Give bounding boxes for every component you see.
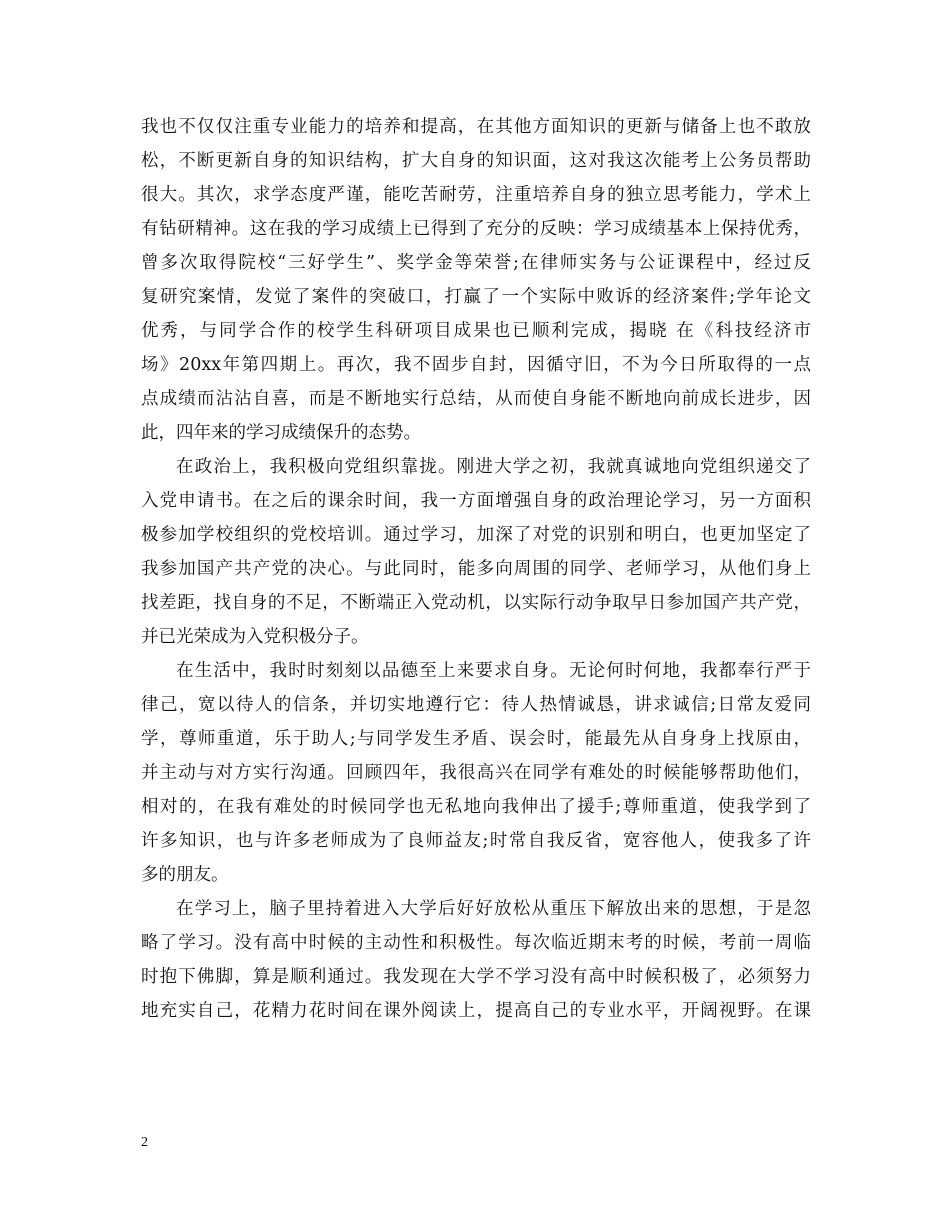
text-line: 我参加国产共产党的决心。与此同时，能多向周围的同学、老师学习，从他们身上: [141, 559, 811, 579]
text-line: 略了学习。没有高中时候的主动性和积极性。每次临近期末考的时候，考前一周临: [141, 933, 811, 953]
text-line: 并主动与对方实行沟通。回顾四年，我很高兴在同学有难处的时候能够帮助他们，: [141, 763, 811, 783]
text-line: 场》20xx年第四期上。再次，我不固步自封，因循守旧，不为今日所取得的一点: [141, 355, 811, 375]
text-line: 我也不仅仅注重专业能力的培养和提高，在其他方面知识的更新与储备上也不敢放: [141, 117, 811, 137]
text-line: 找差距，找自身的不足，不断端正入党动机，以实际行动争取早日参加国产共产党，: [141, 593, 811, 613]
text-line: 并已光荣成为入党积极分子。: [141, 627, 369, 647]
text-line: 学，尊师重道，乐于助人;与同学发生矛盾、误会时，能最先从自身身上找原由，: [141, 729, 811, 749]
text-line: 极参加学校组织的党校培训。通过学习，加深了对党的识别和明白，也更加坚定了: [141, 525, 811, 545]
text-line: 多的朋友。: [141, 865, 229, 885]
text-line: 松，不断更新自身的知识结构，扩大自身的知识面，这对我这次能考上公务员帮助: [141, 151, 811, 171]
paragraph-first-line: 在政治上，我积极向党组织靠拢。刚进大学之初，我就真诚地向党组织递交了: [176, 457, 811, 477]
text-line: 律己，宽以待人的信条，并切实地遵行它：待人热情诚恳，讲求诚信;日常友爱同: [141, 695, 811, 715]
text-line: 此，四年来的学习成绩保升的态势。: [141, 423, 421, 443]
paragraph-first-line: 在学习上，脑子里持着进入大学后好好放松从重压下解放出来的思想，于是忽: [176, 899, 811, 919]
paragraph-first-line: 在生活中，我时时刻刻以品德至上来要求自身。无论何时何地，我都奉行严于: [176, 661, 811, 681]
text-line: 地充实自己，花精力花时间在课外阅读上，提高自己的专业水平，开阔视野。在课: [141, 1001, 811, 1021]
text-line: 曾多次取得院校“三好学生”、奖学金等荣誉;在律师实务与公证课程中，经过反: [141, 253, 811, 273]
text-line: 优秀，与同学合作的校学生科研项目成果也已顺利完成，揭晓 在《科技经济市: [141, 321, 811, 341]
text-line: 有钻研精神。这在我的学习成绩上已得到了充分的反映：学习成绩基本上保持优秀，: [141, 219, 811, 239]
text-line: 点成绩而沾沾自喜，而是不断地实行总结，从而使自身能不断地向前成长进步，因: [141, 389, 811, 409]
text-line: 很大。其次，求学态度严谨，能吃苦耐劳，注重培养自身的独立思考能力，学术上: [141, 185, 811, 205]
text-line: 复研究案情，发觉了案件的突破口，打赢了一个实际中败诉的经济案件;学年论文: [141, 287, 811, 307]
text-line: 时抱下佛脚，算是顺利通过。我发现在大学不学习没有高中时候积极了，必须努力: [141, 967, 811, 987]
text-line: 入党申请书。在之后的课余时间，我一方面增强自身的政治理论学习，另一方面积: [141, 491, 811, 511]
text-line: 许多知识，也与许多老师成为了良师益友;时常自我反省，宽容他人，使我多了许: [141, 831, 811, 851]
page-number: 2: [141, 1135, 148, 1150]
text-line: 相对的，在我有难处的时候同学也无私地向我伸出了援手;尊师重道，使我学到了: [141, 797, 811, 817]
